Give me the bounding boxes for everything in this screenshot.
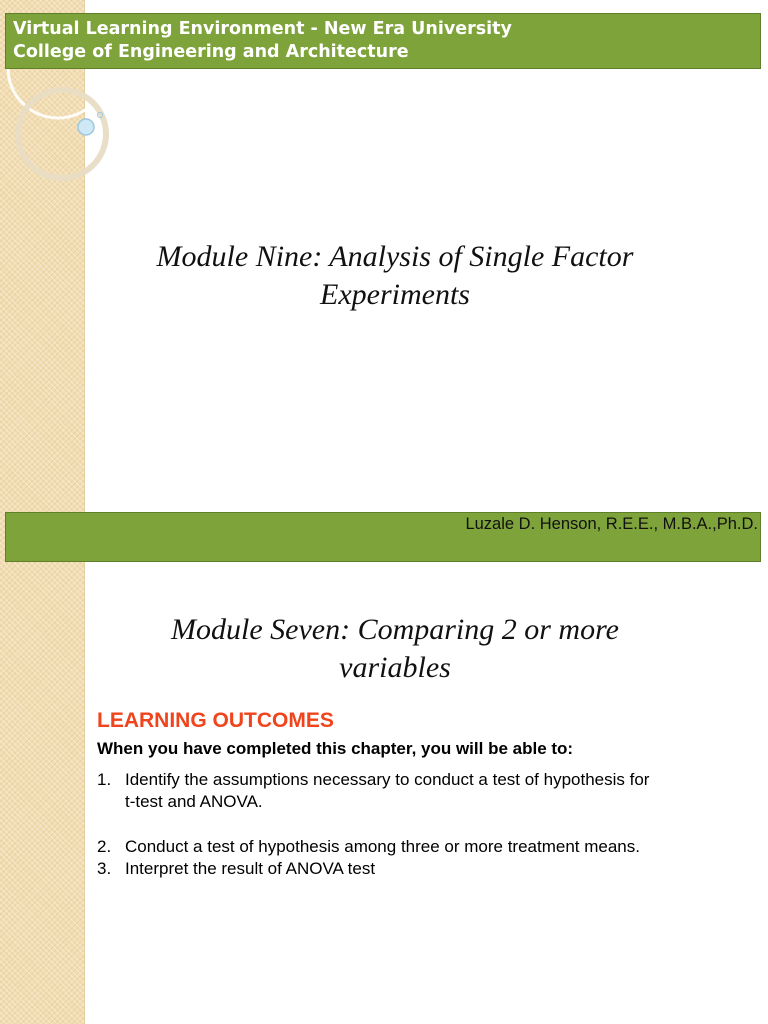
list-item-text: Interpret the result of ANOVA test	[125, 859, 376, 878]
list-item	[97, 769, 737, 813]
author-name: Luzale D. Henson, R.E.E., M.B.A.,Ph.D.	[465, 515, 758, 533]
learning-outcomes-intro: When you have completed this chapter, you will be able to:	[97, 739, 574, 758]
list-item	[97, 836, 737, 858]
header-university: Virtual Learning Environment - New Era University	[13, 19, 512, 39]
module-nine-title-line1: Module Nine: Analysis of Single Factor	[156, 240, 634, 273]
module-seven-title-line1: Module Seven: Comparing 2 or more	[171, 613, 619, 646]
author-banner	[5, 512, 761, 562]
list-item-number: 3.	[97, 859, 112, 878]
list-item-text-line1: Identify the assumptions necessary to conduct a test of hypothesis for	[125, 770, 650, 789]
header-banner	[5, 13, 761, 69]
module-seven-title	[95, 611, 695, 687]
module-nine-title-line2: Experiments	[320, 278, 470, 311]
learning-outcomes-list	[97, 769, 737, 880]
list-item-text-line2: t-test and ANOVA.	[125, 792, 263, 811]
module-nine-title	[95, 238, 695, 314]
list-item-number: 2.	[97, 837, 112, 856]
list-item-text: Conduct a test of hypothesis among three or more treatment means.	[125, 837, 640, 856]
module-seven-title-line2: variables	[339, 651, 451, 684]
header-college: College of Engineering and Architecture	[13, 42, 409, 62]
learning-outcomes-heading: LEARNING OUTCOMES	[97, 709, 334, 732]
list-item-number: 1.	[97, 770, 112, 789]
list-item	[97, 858, 737, 880]
